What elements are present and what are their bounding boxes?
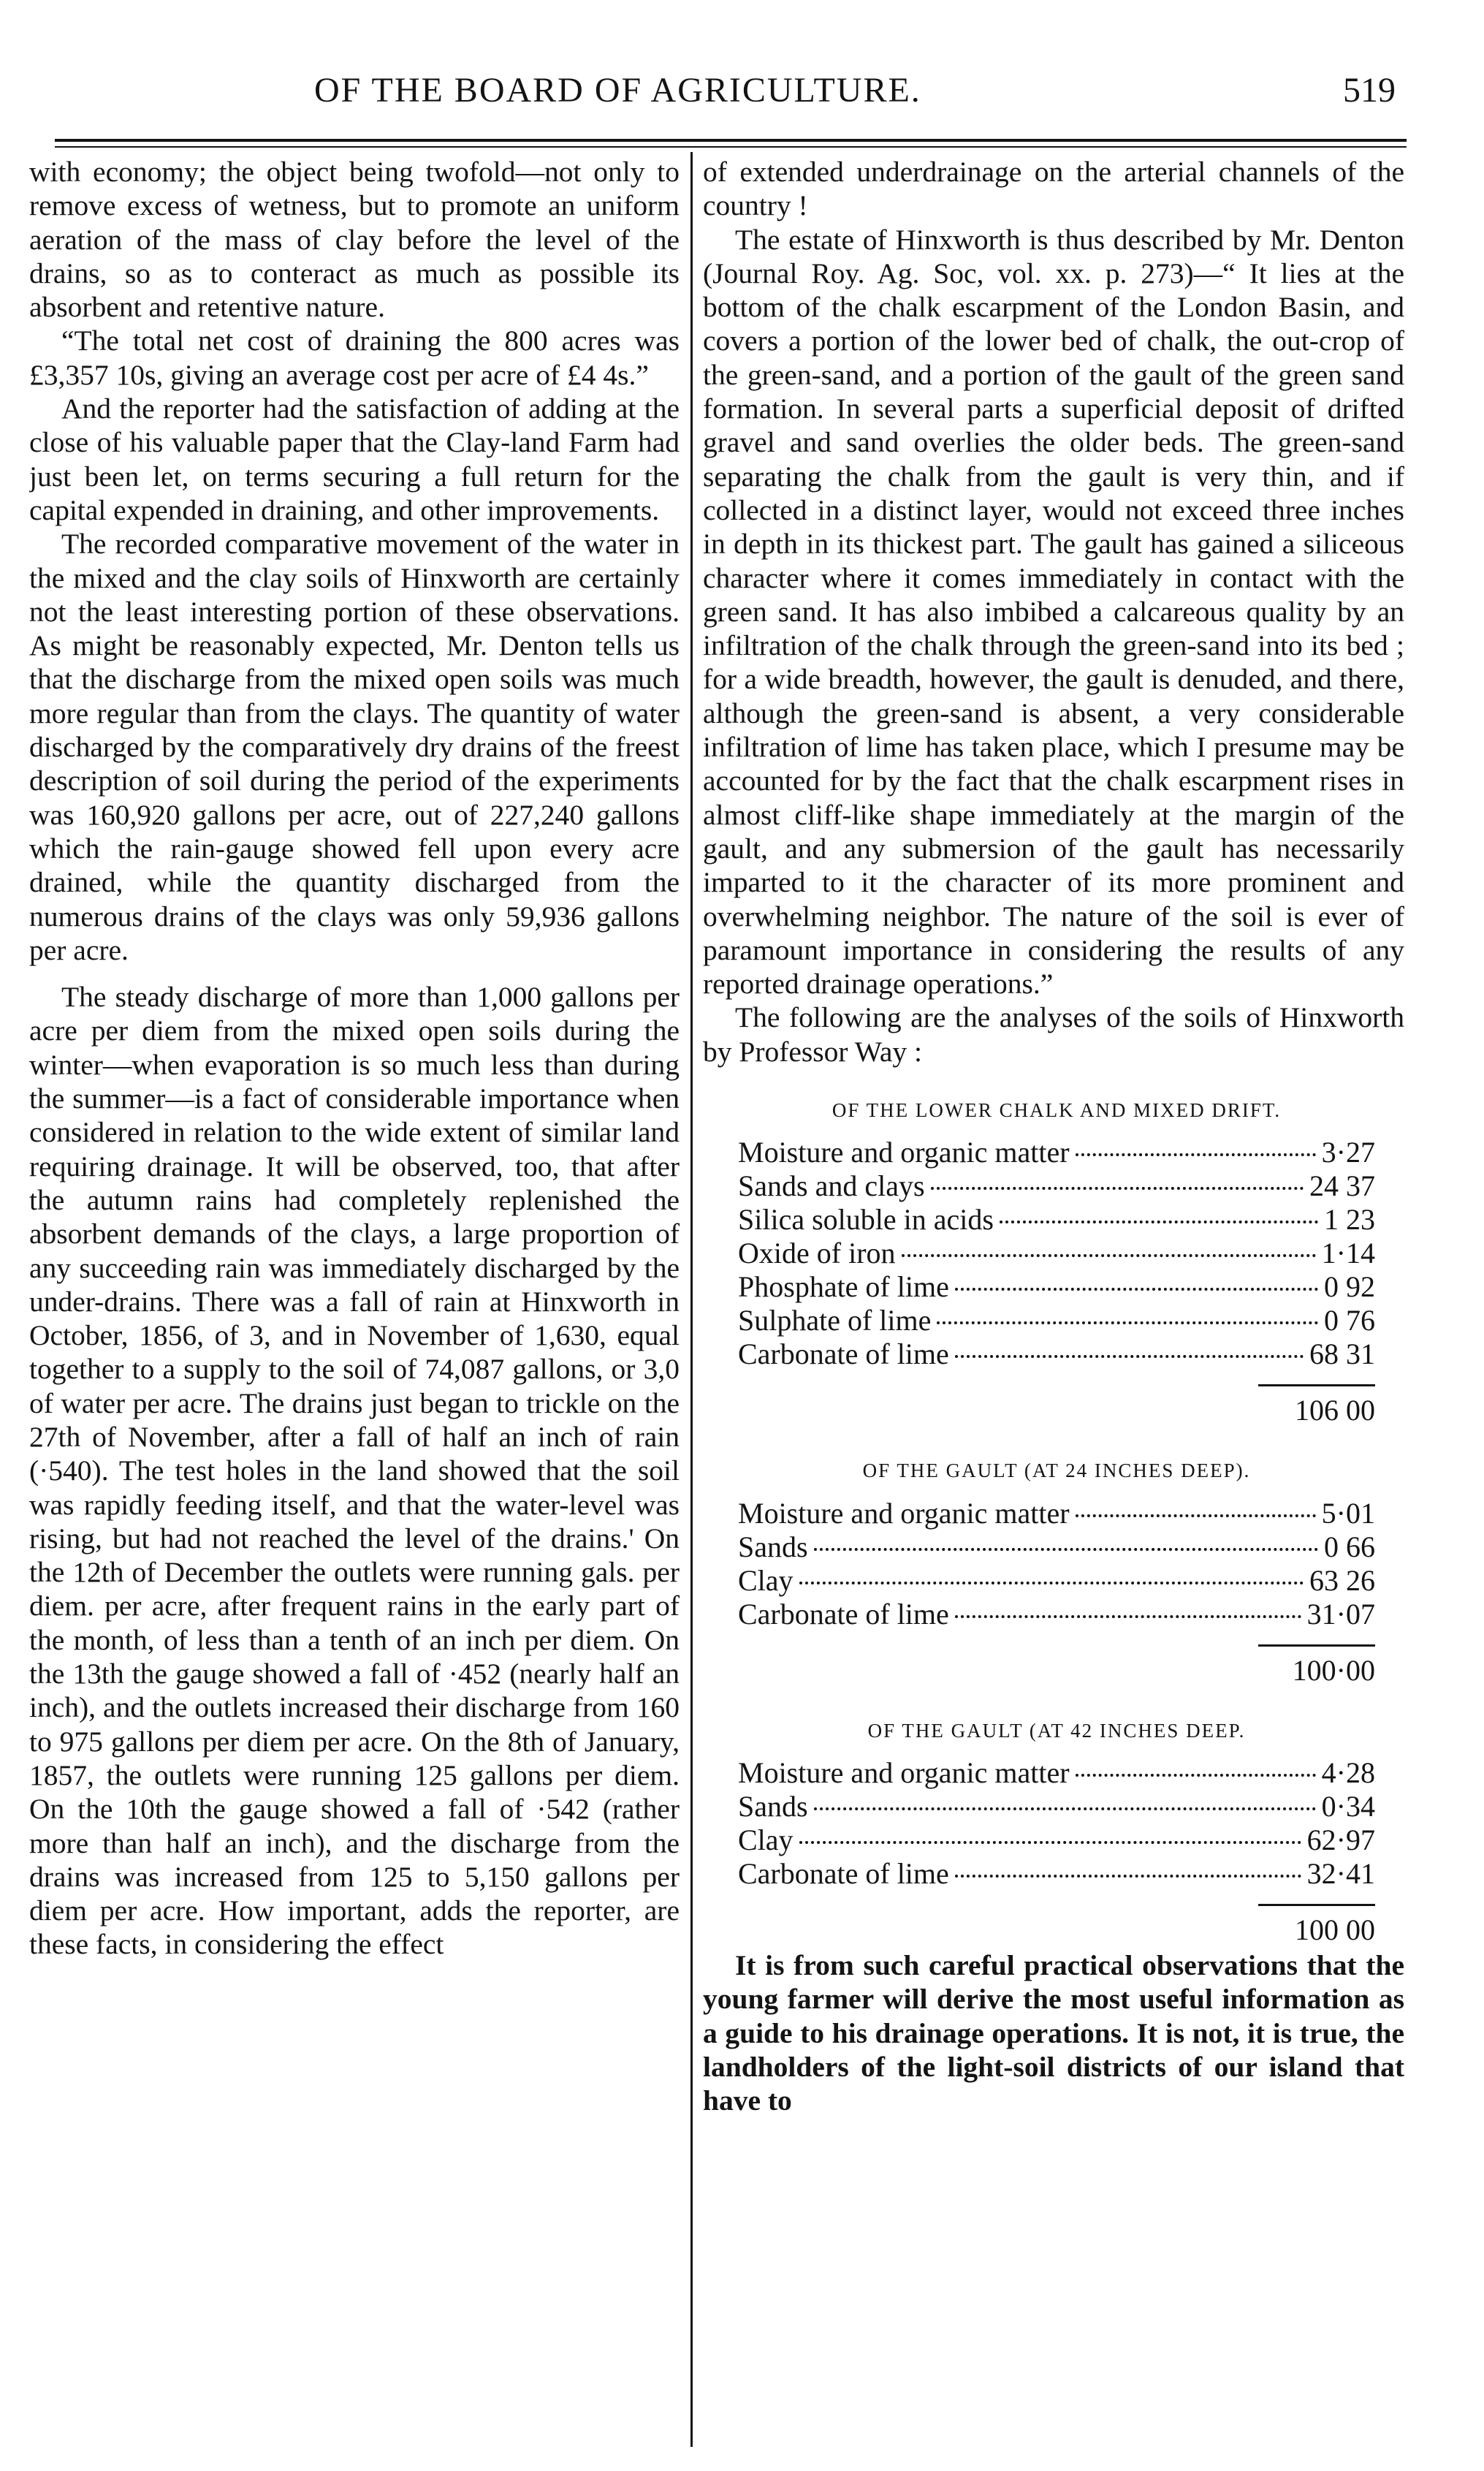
dot-leader	[1076, 1153, 1316, 1156]
row-value: 63 26	[1309, 1563, 1375, 1597]
table-row	[738, 1136, 1375, 1169]
paragraph: The steady discharge of more than 1,000 gallons per acre per diem from the mixed open soils during the winter—when evaporation is so much less than during the summer—is a fact of considerable importance when considered in relation to the wide extent of similar land requiring drainage. It will be observed, too, that after the autumn rains had completely replenished the absorbent demands of the clays, a large proportion of any succeeding rain was immediately discharged by the under-drains. There was a fall of rain at Hinxworth in October, 1856, of 3, and in November of 1,630, equal together to a supply to the soil of 74,087 gallons, or 3,0 of water per acre. The drains just began to trickle on the 27th of November, after a fall of half an inch of rain (·540). The test holes in the land showed that the soil was rapidly feeding itself, and that the water-level was rising, but had not reached the level of the drains.' On the 12th of December the outlets were running gals. per diem. per acre, after frequent rains in the early part of the month, of less than a tenth of an inch per diem. On the 13th the gauge showed a fall of ·452 (nearly half an inch), and the outlets increased their discharge from 160 to 975 gallons per diem per acre. On the 8th of January, 1857, the outlets were running 125 gallons per diem. On the 10th the gauge showed a fall of ·542 (rather more than half an inch), and the discharge from the drains was increased from 125 to 5,150 gallons per diem per acre. How important, adds the reporter, are these facts, in considering the effect	[29, 981, 680, 1961]
row-value: 32·41	[1306, 1856, 1375, 1890]
row-label: Moisture and organic matter	[738, 1755, 1070, 1789]
table-row	[738, 1598, 1375, 1631]
row-label: Sands	[738, 1789, 808, 1823]
row-label: Oxide of iron	[738, 1237, 896, 1270]
paragraph: The estate of Hinxworth is thus described by Mr. Denton (Journal Roy. Ag. Soc, vol. xx. p. 273)—“ It lies at the bottom of the chalk escarpment of the London Basin, and covers a portion of the lower bed of chalk, the out-crop of the green-sand, and a portion of the gault of the green sand formation. In several parts a superficial deposit of drifted gravel and sand overlies the older beds. The green-sand separating the chalk from the gault is very thin, and if collected in a distinct layer, would not exceed three inches in depth in its thickest part. The gault has gained a siliceous character where it comes immediately in contact with the green sand. It has also imbibed a calcareous quality by an infiltration of the chalk through the green-sand into its bed ; for a wide breadth, however, the gault is denuded, and there, although the green-sand is absent, a very considerable infiltration of lime has taken place, which I presume may be accounted for by the fact that the chalk escarpment rises in almost cliff-like shape immediately at the margin of the gault, and any submersion of the gault has necessarily imparted to it the character of its more prominent and overwhelming neighbor. The nature of the soil is ever of paramount importance in considering the results of any reported drainage operations.”	[703, 223, 1404, 1001]
dot-leader	[955, 1615, 1301, 1618]
row-value: 1·14	[1321, 1237, 1375, 1270]
analysis-total: 100·00	[1292, 1653, 1375, 1687]
row-label: Carbonate of lime	[738, 1597, 949, 1631]
analysis-total: 100 00	[1295, 1913, 1375, 1946]
paragraph: “The total net cost of draining the 800 acres was £3,357 10s, giving an average cost per acre of £4 4s.”	[29, 324, 680, 391]
running-title: OF THE BOARD OF AGRICULTURE.	[314, 71, 921, 110]
analysis-heading: OF THE LOWER CHALK AND MIXED DRIFT.	[832, 1099, 1282, 1122]
row-value: 5·01	[1321, 1496, 1375, 1530]
analysis-heading: OF THE GAULT (AT 24 INCHES DEEP).	[862, 1460, 1251, 1482]
table-row	[738, 1564, 1375, 1598]
row-label: Sands and clays	[738, 1169, 925, 1203]
row-label: Moisture and organic matter	[738, 1496, 1070, 1530]
table-row	[738, 1823, 1375, 1857]
analysis-table-gault-24	[738, 1454, 1375, 1688]
right-column	[703, 155, 1404, 2435]
dot-leader	[814, 1807, 1316, 1810]
analysis-table-gault-42	[738, 1714, 1375, 1948]
dot-leader	[799, 1582, 1304, 1584]
table-row	[738, 1203, 1375, 1237]
running-header	[110, 63, 1396, 121]
dot-leader	[1076, 1514, 1316, 1517]
dot-leader	[902, 1254, 1316, 1257]
paragraph: The following are the analyses of the soils of Hinxworth by Professor Way :	[703, 1001, 1404, 1068]
total-rule	[1258, 1644, 1375, 1647]
table-row	[738, 1169, 1375, 1203]
dot-leader	[1000, 1221, 1318, 1223]
column-divider	[690, 152, 693, 2447]
row-label: Sulphate of lime	[738, 1304, 932, 1337]
analysis-table-lower-chalk	[738, 1093, 1375, 1429]
table-row	[738, 1857, 1375, 1891]
row-value: 24 37	[1309, 1169, 1375, 1203]
table-row	[738, 1790, 1375, 1823]
row-label: Phosphate of lime	[738, 1270, 949, 1304]
row-label: Clay	[738, 1823, 794, 1856]
row-label: Carbonate of lime	[738, 1856, 949, 1890]
paragraph: The recorded comparative movement of the water in the mixed and the clay soils of Hinxworth are certainly not the least interesting portion of these observations. As might be reasonably expected, Mr. Denton tells us that the discharge from the mixed open soils was much more regular than from the clays. The quantity of water discharged by the comparatively dry drains of the freest description of soil during the period of the experiments was 160,920 gallons per acre, out of 227,240 gallons which the rain-gauge showed fell upon every acre drained, while the quantity discharged from the numerous drains of the clays was only 59,936 gallons per acre.	[29, 528, 680, 966]
table-row	[738, 1337, 1375, 1371]
dot-leader	[931, 1187, 1304, 1190]
row-value: 0 76	[1324, 1304, 1375, 1337]
row-label: Clay	[738, 1563, 794, 1597]
total-rule	[1258, 1384, 1375, 1386]
left-column	[29, 155, 680, 2435]
row-value: 4·28	[1321, 1755, 1375, 1789]
table-row	[738, 1497, 1375, 1530]
row-value: 3·27	[1321, 1136, 1375, 1169]
header-rule-thick	[55, 139, 1407, 142]
row-label: Carbonate of lime	[738, 1337, 949, 1371]
dot-leader	[955, 1355, 1304, 1358]
row-value: 62·97	[1306, 1823, 1375, 1856]
closing-paragraph: It is from such careful practical observations that the young farmer will derive the most useful information as a guide to his drainage operations. It is not, it is true, the landholders of the light-soil districts of our island that have to	[703, 1948, 1404, 2117]
row-value: 0·34	[1321, 1789, 1375, 1823]
row-label: Sands	[738, 1530, 808, 1563]
paragraph: And the reporter had the satisfaction of adding at the close of his valuable paper that the Clay-land Farm had just been let, on terms securing a full return for the capital expended in draining, and other improvements.	[29, 392, 680, 526]
row-value: 0 92	[1324, 1270, 1375, 1304]
paragraph: of extended underdrainage on the arterial channels of the country !	[703, 156, 1404, 222]
table-row	[738, 1530, 1375, 1564]
dot-leader	[814, 1548, 1318, 1551]
paragraph: with economy; the object being twofold—not only to remove excess of wetness, but to promote an uniform aeration of the mass of clay before the level of the drains, so as to conteract as much as possible its absorbent and retentive nature.	[29, 156, 680, 324]
dot-leader	[1076, 1774, 1316, 1777]
table-row	[738, 1237, 1375, 1270]
table-row	[738, 1756, 1375, 1790]
total-rule	[1258, 1904, 1375, 1906]
row-value: 0 66	[1324, 1530, 1375, 1563]
table-row	[738, 1270, 1375, 1304]
page-number: 519	[1343, 71, 1396, 110]
table-row	[738, 1304, 1375, 1337]
analysis-heading: OF THE GAULT (AT 42 INCHES DEEP.	[867, 1719, 1246, 1742]
row-value: 31·07	[1306, 1597, 1375, 1631]
row-value: 1 23	[1324, 1203, 1375, 1237]
dot-leader	[955, 1875, 1301, 1878]
dot-leader	[937, 1321, 1318, 1324]
row-label: Moisture and organic matter	[738, 1136, 1070, 1169]
header-rule-thin	[55, 146, 1407, 148]
row-value: 68 31	[1309, 1337, 1375, 1371]
analysis-total: 106 00	[1295, 1394, 1375, 1427]
row-label: Silica soluble in acids	[738, 1203, 994, 1237]
dot-leader	[955, 1288, 1318, 1291]
dot-leader	[799, 1841, 1301, 1844]
